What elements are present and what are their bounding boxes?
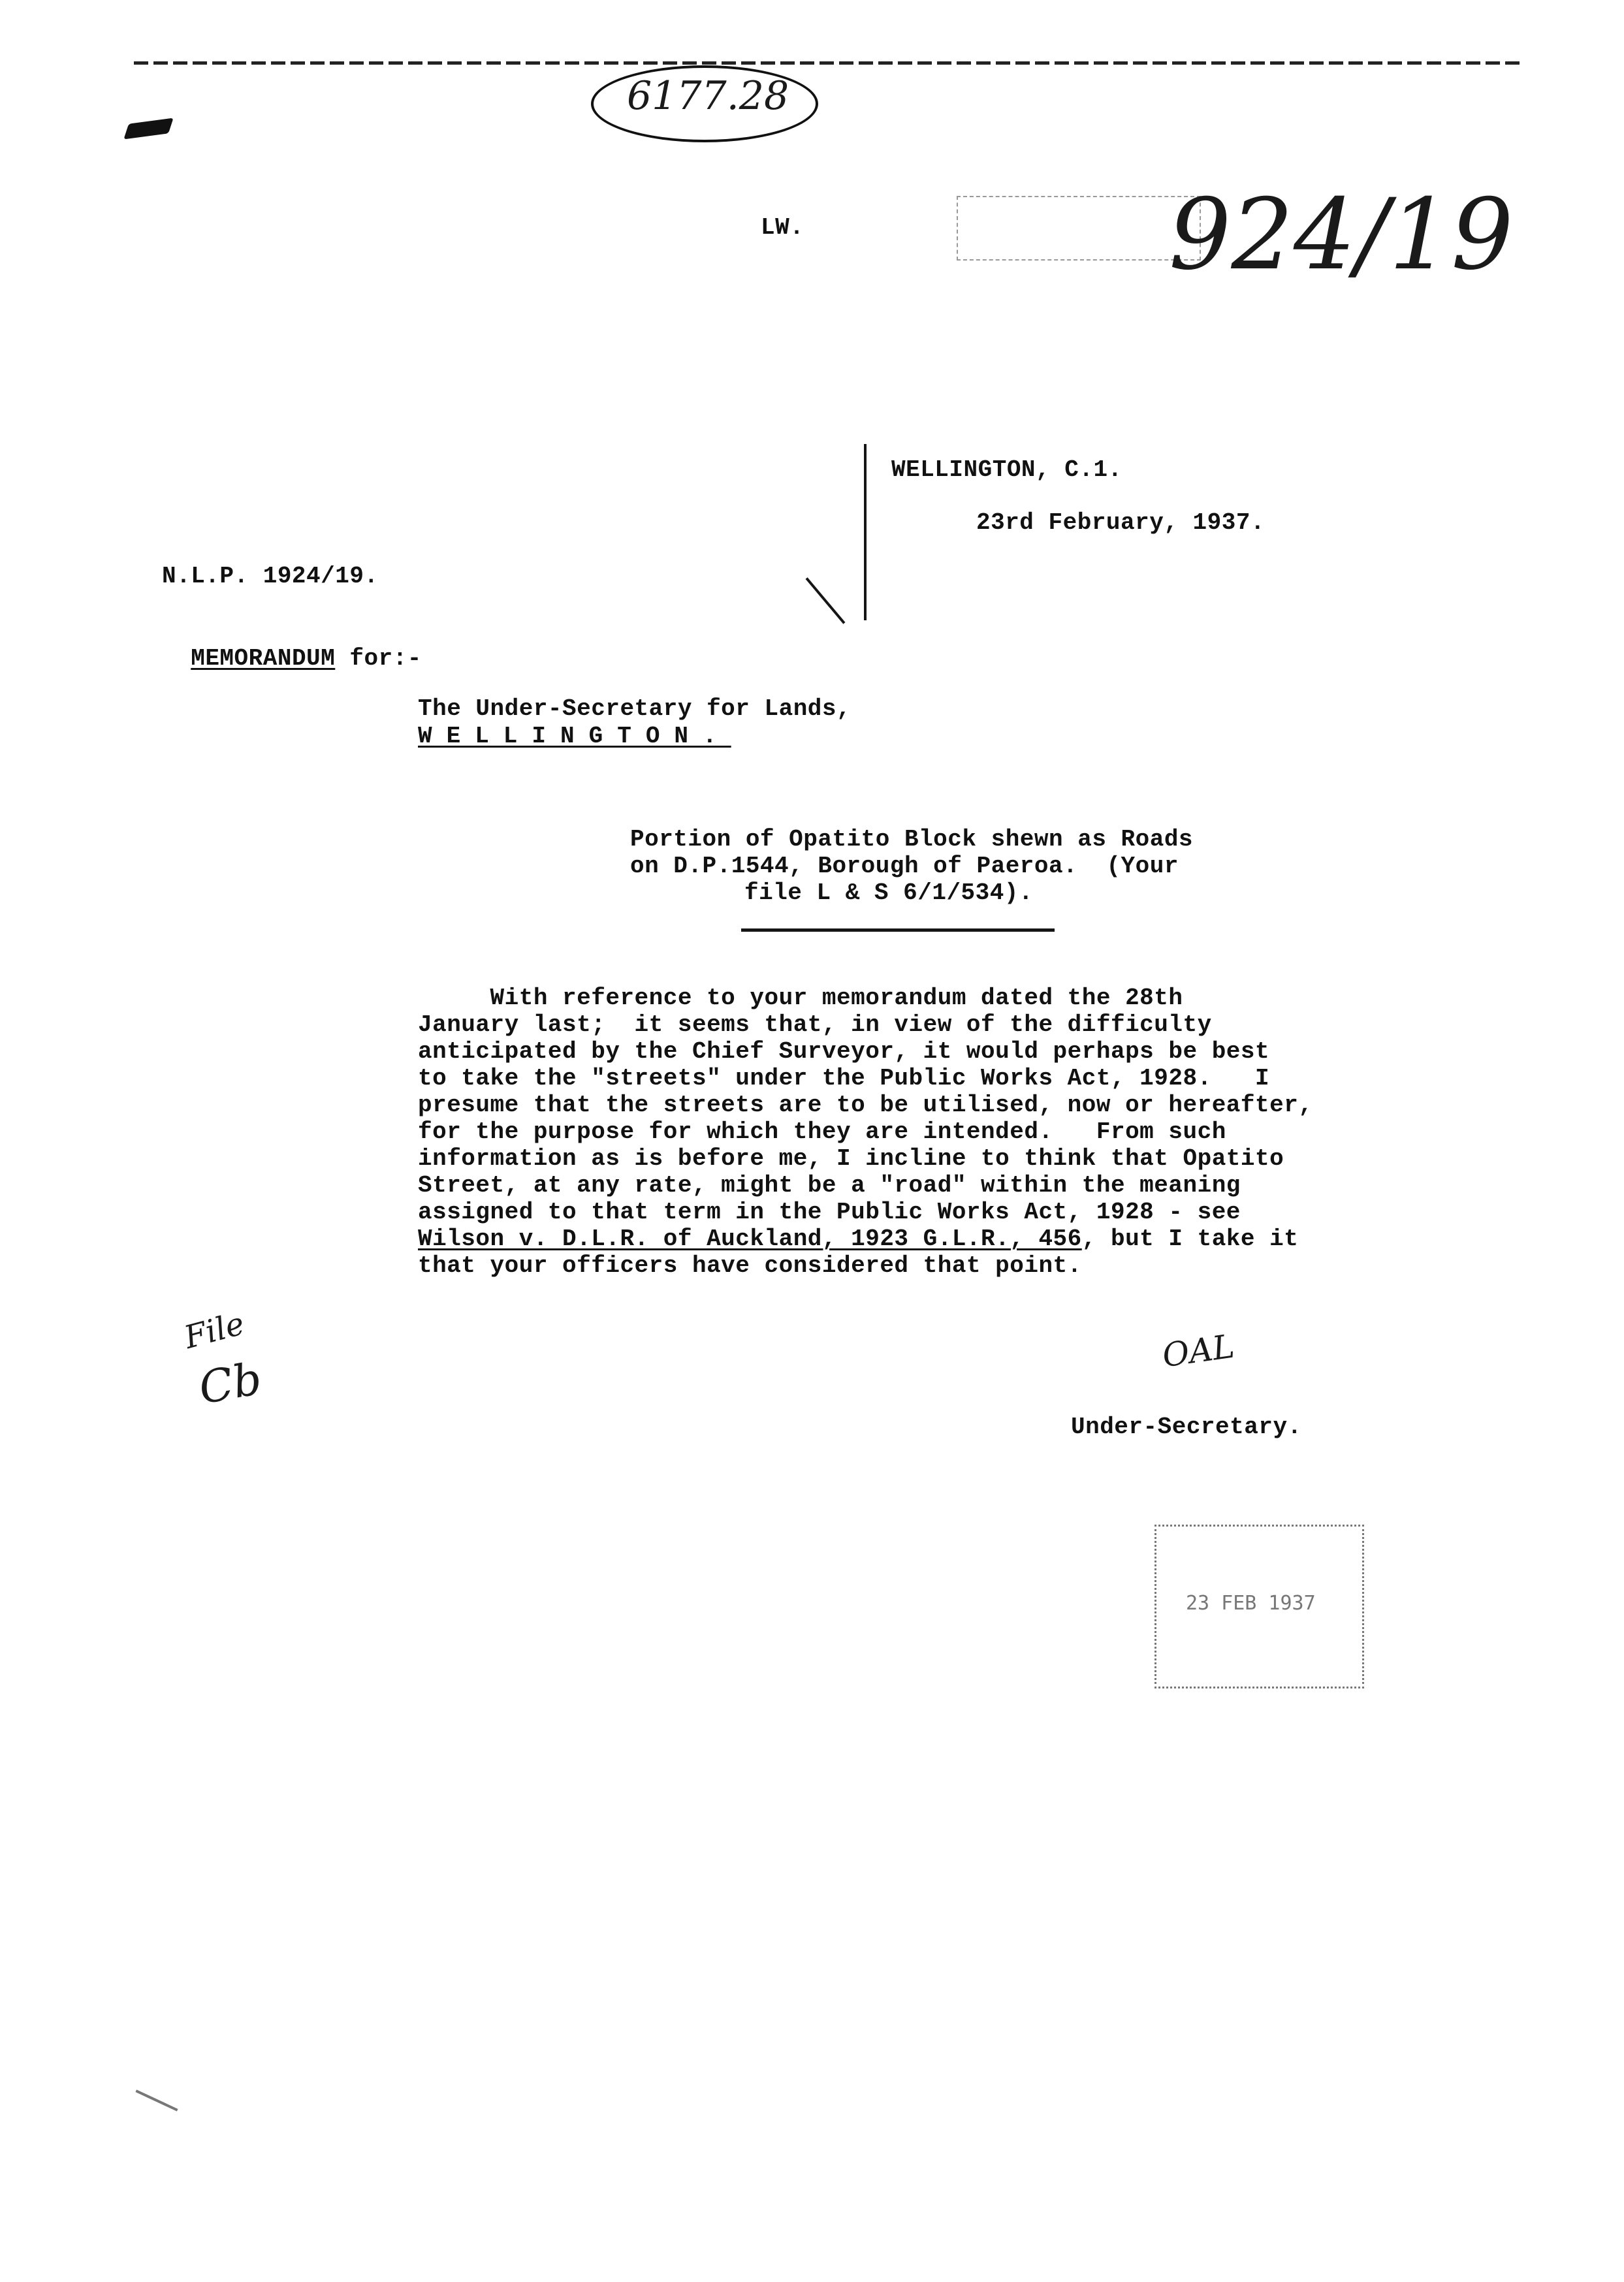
check-tick: [806, 577, 846, 624]
check-line: [864, 444, 867, 620]
date: 23rd February, 1937.: [976, 509, 1266, 536]
subject-line-3: file L & S 6/1/534).: [744, 880, 1034, 906]
margin-note-file: File: [180, 1305, 249, 1357]
bottom-smudge: [135, 2089, 178, 2111]
corner-mark: [123, 118, 173, 140]
addressee-city: WELLINGTON.: [418, 723, 731, 750]
memo-for: for:-: [349, 645, 422, 672]
body-line-9: assigned to that term in the Public Works Act, 1928 - see: [418, 1199, 1241, 1226]
body-line-2: January last; it seems that, in view of the difficulty: [418, 1011, 1212, 1038]
place: WELLINGTON, C.1.: [891, 456, 1122, 483]
addressee-line: The Under-Secretary for Lands,: [418, 695, 852, 722]
body-line-10: [418, 1226, 1298, 1252]
margin-note-initials: Cb: [195, 1353, 266, 1415]
subject-rule: [741, 928, 1055, 932]
received-stamp-date: 23 FEB 1937: [1186, 1592, 1316, 1615]
faint-stamp-ref: [957, 196, 1201, 261]
body-line-8: Street, at any rate, might be a "road" within the meaning: [418, 1172, 1241, 1199]
lw-marker: LW.: [761, 214, 804, 241]
signature-initials: OAL: [1160, 1327, 1237, 1375]
nlp-reference: N.L.P. 1924/19.: [162, 563, 379, 590]
body-line-4: to take the "streets" under the Public Works Act, 1928. I: [418, 1065, 1270, 1092]
circled-file-ref-text: 6177.28: [627, 73, 789, 119]
top-dash-line: [134, 61, 1525, 65]
body-line-10-rest: , but I take it: [1081, 1226, 1299, 1252]
handwritten-file-ref: 924/19: [1169, 178, 1514, 292]
body-line-1: With reference to your memorandum dated the 28th: [418, 985, 1183, 1011]
memo-label: MEMORANDUM: [191, 645, 336, 672]
body-line-5: presume that the streets are to be utilised, now or hereafter,: [418, 1092, 1313, 1118]
subject-line-1: Portion of Opatito Block shewn as Roads: [630, 826, 1194, 853]
body-line-6: for the purpose for which they are intended. From such: [418, 1118, 1226, 1145]
received-stamp: [1154, 1525, 1364, 1688]
case-citation: Wilson v. D.L.R. of Auckland, 1923 G.L.R., 456: [418, 1226, 1082, 1252]
body-line-7: information as is before me, I incline to think that Opatito: [418, 1145, 1284, 1172]
body-line-11: that your officers have considered that point.: [418, 1252, 1082, 1279]
signature-title: Under-Secretary.: [1071, 1414, 1302, 1440]
body-line-3: anticipated by the Chief Surveyor, it would perhaps be best: [418, 1038, 1270, 1065]
memo-heading: [162, 618, 422, 672]
subject-line-2: on D.P.1544, Borough of Paeroa. (Your: [630, 853, 1179, 880]
